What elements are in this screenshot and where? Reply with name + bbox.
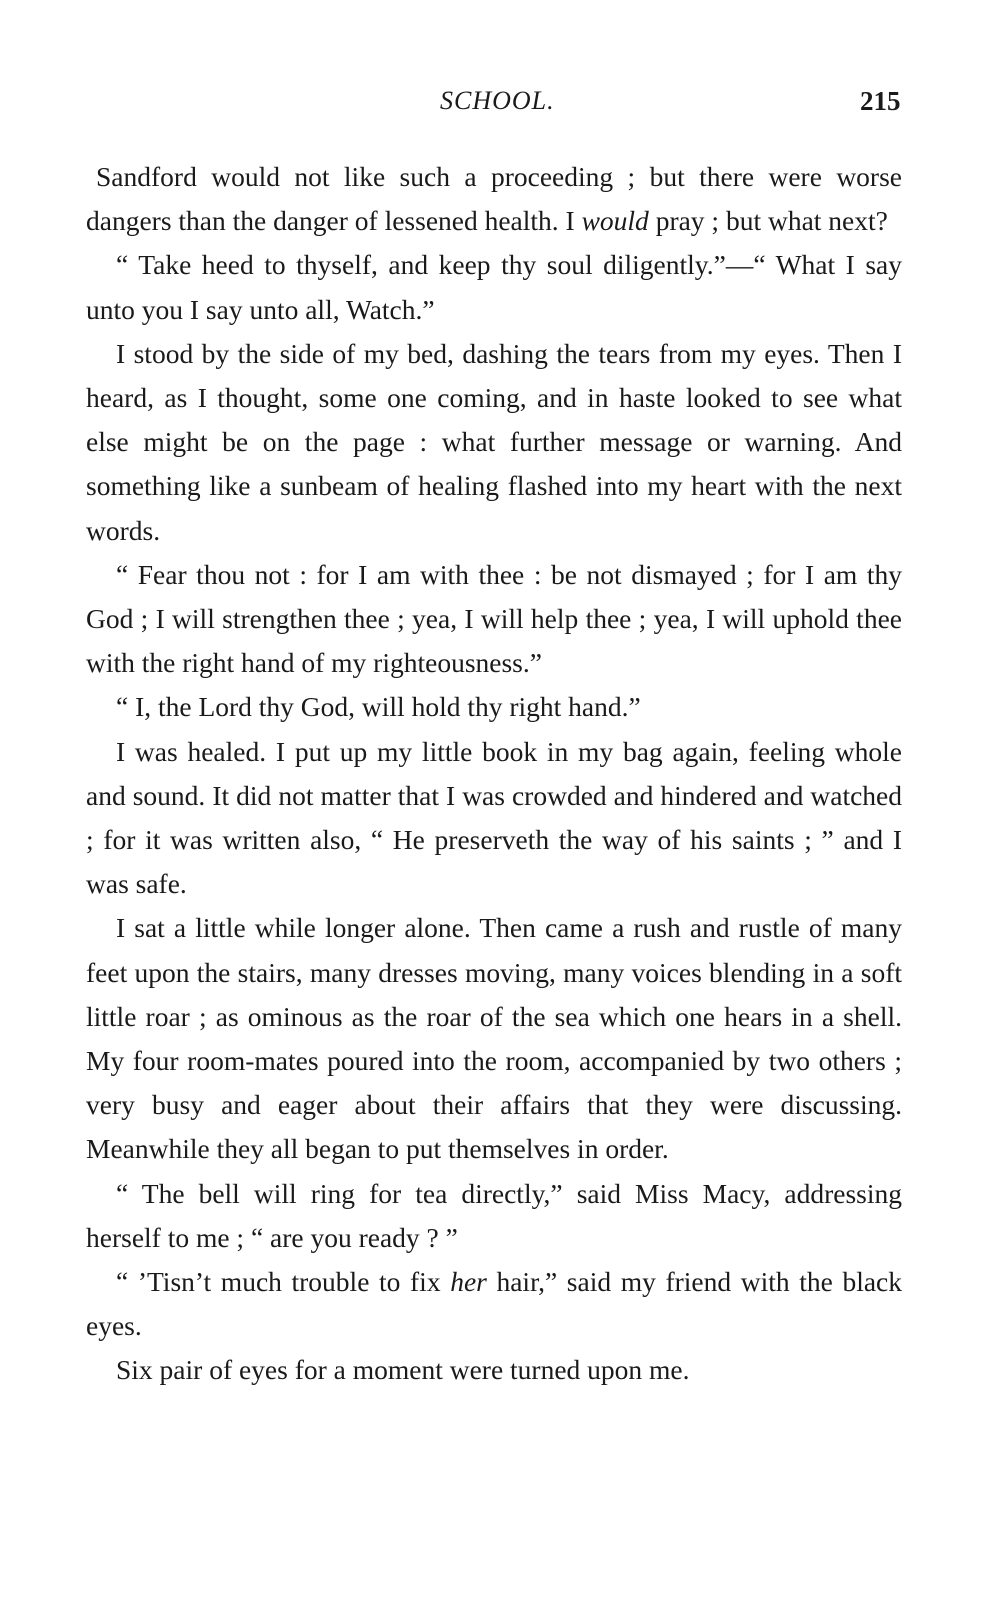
paragraph-4 [86,553,902,686]
page-number: 215 [860,86,901,116]
text-segment: hair,” said my friend with the black eyes. [86,1266,902,1342]
text-segment: “ Fear thou not : for I am with thee : be not dismayed ; for I am thy God ; I will strengthen thee ; yea, I will help thee ; yea, I will uphold thee with the right hand of my righteousness.” [86,558,902,679]
text-segment: “ The bell will ring for tea directly,” said Miss Macy, addressing herself to me ; “ are you ready ? ” [86,1177,902,1253]
body-text [86,155,902,1393]
paragraph-2 [86,243,902,331]
paragraph-7 [86,906,902,1171]
paragraph-9 [86,1260,902,1348]
paragraph-3 [86,332,902,553]
text-segment: Sandford would not like such a proceeding ; but there were worse dangers than the danger of lessened health. I [86,161,902,237]
emphasis-her: her [450,1266,487,1298]
text-segment: I sat a little while longer alone. Then came a rush and rustle of many feet upon the stairs, many dresses moving, many voices blending in a soft little roar ; as ominous as the roar of the sea which one hears in a shell. My four room-mates poured into the room, accompanied by two others ; very busy and eager about their affairs that they were discussing. Meanwhile they all began to put themselves in order. [86,912,902,1165]
paragraph-1 [86,155,902,243]
running-head [0,86,1000,126]
paragraph-6 [86,730,902,907]
text-segment: I was healed. I put up my little book in my bag again, feeling whole and sound. It did not matter that I was crowded and hindered and watched ; for it was written also, “ He preserveth the way of his saints ; ” and I was safe. [86,735,902,900]
paragraph-10 [86,1348,902,1392]
text-segment: Six pair of eyes for a moment were turned upon me. [116,1354,690,1386]
text-segment: “ ’Tisn’t much trouble to fix [116,1266,451,1298]
running-title: SCHOOL. [440,86,555,115]
text-segment: “ I, the Lord thy God, will hold thy right hand.” [116,691,641,723]
paragraph-8 [86,1172,902,1260]
text-segment: pray ; but what next? [648,205,888,237]
text-segment: I stood by the side of my bed, dashing the tears from my eyes. Then I heard, as I thought, some one coming, and in haste looked to see what else might be on the page : what further message or warning. And something like a sunbeam of healing flashed into my heart with the next words. [86,337,902,546]
text-segment: “ Take heed to thyself, and keep thy soul diligently.”—“ What I say unto you I say unto all, Watch.” [86,249,902,325]
paragraph-5 [86,685,902,729]
emphasis-would: would [581,205,649,237]
